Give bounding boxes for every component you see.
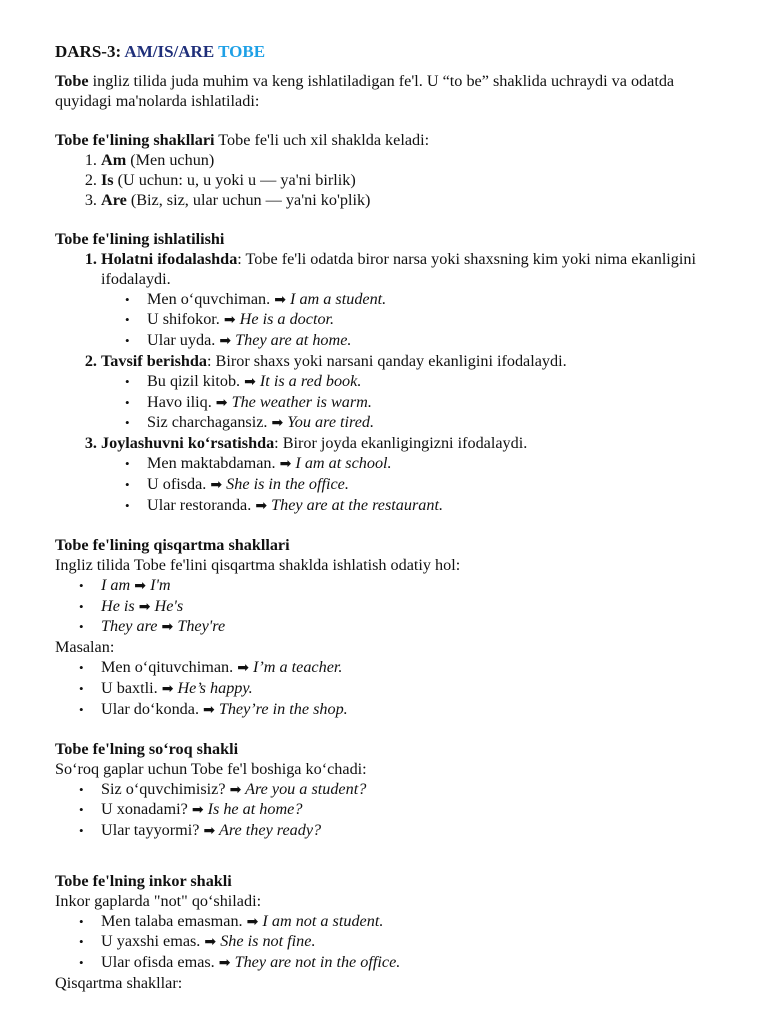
example-en: You are tired.	[283, 413, 375, 432]
contractions-heading: Tobe fe'lining qisqartma shakllari	[55, 536, 290, 555]
arrow-right-icon: ➡	[279, 455, 292, 472]
arrow-right-icon: ➡	[161, 619, 174, 636]
example-en: The weather is warm.	[227, 392, 372, 411]
contraction-short: He's	[150, 596, 184, 615]
example-en: It is a red book.	[255, 371, 362, 390]
example-uz: Ular tayyormi?	[101, 821, 204, 840]
intro-text: ingliz tilida juda muhim va keng ishlatiladigan fe'l. U “to be” shaklida uchraydi va odatda quyidagi ma'nolarda ishlatiladi:	[55, 71, 675, 110]
arrow-right-icon: ➡	[210, 476, 223, 493]
example-en: I am a student.	[285, 289, 387, 308]
contraction-short: They're	[173, 617, 226, 636]
form-name: Are	[101, 190, 127, 209]
example-uz: Ular do‘konda.	[101, 699, 204, 718]
example-en: He’s happy.	[173, 678, 253, 697]
arrow-right-icon: ➡	[203, 823, 216, 840]
list-item	[147, 372, 715, 393]
example-list	[101, 372, 715, 434]
usage-list	[55, 250, 715, 516]
usage-heading: Tobe fe'lining ishlatilishi	[55, 230, 225, 249]
list-item	[147, 454, 715, 475]
example-uz: Ular restoranda.	[147, 495, 256, 514]
list-item	[101, 191, 715, 211]
example-uz: U xonadami?	[101, 800, 192, 819]
usage-title: Joylashuvni ko‘rsatishda	[101, 434, 275, 453]
list-item	[101, 352, 715, 434]
arrow-right-icon: ➡	[229, 781, 242, 798]
list-item	[101, 151, 715, 171]
list-item	[101, 250, 715, 352]
arrow-right-icon: ➡	[215, 394, 228, 411]
contractions-heading-line	[55, 536, 715, 556]
negative-heading-line	[55, 872, 715, 892]
list-item	[101, 617, 715, 638]
forms-heading-line	[55, 131, 715, 151]
example-en: She is not fine.	[216, 932, 316, 951]
arrow-right-icon: ➡	[218, 955, 231, 972]
example-uz: Siz o‘quvchimisiz?	[101, 779, 230, 798]
forms-list	[55, 151, 715, 210]
example-uz: U ofisda.	[147, 474, 211, 493]
example-uz: Men maktabdaman.	[147, 453, 280, 472]
example-en: They are at home.	[231, 331, 352, 350]
example-uz: Havo iliq.	[147, 392, 216, 411]
form-name: Is	[101, 170, 114, 189]
arrow-right-icon: ➡	[246, 913, 259, 930]
list-item	[101, 912, 715, 933]
forms-heading: Tobe fe'lining shakllari	[55, 131, 215, 150]
list-item	[101, 800, 715, 821]
list-item	[147, 475, 715, 496]
contraction-short: I'm	[146, 575, 171, 594]
question-heading-line	[55, 740, 715, 760]
usage-title: Tavsif berishda	[101, 351, 208, 370]
document-page	[55, 42, 715, 994]
example-uz: Siz charchagansiz.	[147, 413, 272, 432]
example-uz: Men talaba emasman.	[101, 911, 247, 930]
example-uz: Bu qizil kitob.	[147, 371, 245, 390]
example-en: They are not in the office.	[230, 953, 401, 972]
contraction-full: I am	[101, 575, 135, 594]
list-item	[101, 679, 715, 700]
arrow-right-icon: ➡	[223, 312, 236, 329]
arrow-right-icon: ➡	[255, 497, 268, 514]
usage-desc: : Biror joyda ekanligingizni ifodalaydi.	[274, 434, 528, 453]
title-lesson-number: DARS-3:	[55, 42, 125, 61]
example-en: I am not a student.	[258, 911, 384, 930]
list-item	[101, 932, 715, 953]
arrow-right-icon: ➡	[204, 934, 217, 951]
list-item	[101, 171, 715, 191]
example-en: I am at school.	[291, 453, 392, 472]
example-uz: Ular uyda.	[147, 331, 220, 350]
form-name: Am	[101, 150, 127, 169]
example-uz: U shifokor.	[147, 310, 224, 329]
list-item	[147, 310, 715, 331]
contraction-full: He is	[101, 596, 139, 615]
usage-desc: : Biror shaxs yoki narsani qanday ekanligini ifodalaydi.	[207, 351, 567, 370]
intro-paragraph	[55, 72, 715, 112]
example-en: Are you a student?	[241, 779, 367, 798]
list-item	[101, 576, 715, 597]
example-uz: U yaxshi emas.	[101, 932, 205, 951]
example-uz: U baxtli.	[101, 678, 162, 697]
contractions-list	[55, 576, 715, 638]
negative-heading: Tobe fe'lning inkor shakli	[55, 872, 232, 891]
list-item	[147, 413, 715, 434]
example-list	[101, 454, 715, 516]
example-en: They are at the restaurant.	[267, 495, 444, 514]
arrow-right-icon: ➡	[191, 802, 204, 819]
arrow-right-icon: ➡	[244, 373, 256, 390]
arrow-right-icon: ➡	[134, 577, 147, 594]
form-desc: (Biz, siz, ular uchun — ya'ni ko'plik)	[126, 190, 371, 209]
arrow-right-icon: ➡	[237, 659, 249, 676]
arrow-right-icon: ➡	[219, 333, 232, 350]
negative-text: Inkor gaplarda "not" qo‘shiladi:	[55, 891, 262, 910]
contraction-full: They are	[101, 617, 162, 636]
arrow-right-icon: ➡	[138, 598, 151, 615]
list-item	[101, 953, 715, 974]
list-item	[101, 434, 715, 516]
arrow-right-icon: ➡	[271, 415, 284, 432]
list-item	[101, 658, 715, 679]
list-item	[147, 331, 715, 352]
example-en: I’m a teacher.	[248, 657, 343, 676]
example-en: Is he at home?	[203, 800, 303, 819]
arrow-right-icon: ➡	[203, 701, 215, 718]
usage-title: Holatni ifodalashda	[101, 249, 238, 268]
example-uz: Ular ofisda emas.	[101, 953, 219, 972]
title-am-is-are: AM/IS/ARE	[124, 42, 215, 61]
example-uz: Men o‘qituvchiman.	[101, 657, 238, 676]
list-item	[101, 821, 715, 842]
negative-example-list	[55, 912, 715, 974]
contractions-text: Ingliz tilida Tobe fe'lini qisqartma shaklda ishlatish odatiy hol:	[55, 555, 461, 574]
list-item	[101, 780, 715, 801]
arrow-right-icon: ➡	[274, 291, 286, 308]
question-example-list	[55, 780, 715, 842]
arrow-right-icon: ➡	[161, 680, 174, 697]
lesson-title	[55, 42, 715, 62]
intro-bold: Tobe	[55, 71, 89, 90]
list-item	[101, 597, 715, 618]
example-en: They’re in the shop.	[214, 699, 348, 718]
example-list	[101, 290, 715, 352]
form-desc: (U uchun: u, u yoki u — ya'ni birlik)	[113, 170, 356, 189]
list-item	[147, 393, 715, 414]
contractions-example-list	[55, 658, 715, 720]
example-uz: Men o‘quvchiman.	[147, 289, 275, 308]
list-item	[101, 700, 715, 721]
forms-heading-rest: Tobe fe'li uch xil shaklda keladi:	[214, 131, 430, 150]
usage-heading-line	[55, 230, 715, 250]
example-en: She is in the office.	[222, 474, 349, 493]
question-heading: Tobe fe'lning so‘roq shakli	[55, 740, 239, 759]
example-en: Are they ready?	[215, 821, 322, 840]
title-tobe: TOBE	[214, 42, 266, 61]
example-en: He is a doctor.	[235, 310, 335, 329]
usage-desc: : Tobe fe'li odatda biror narsa yoki shaxsning kim yoki nima ekanligini ifodalaydi.	[101, 249, 696, 288]
negative-footer: Qisqartma shakllar:	[55, 974, 183, 993]
question-text: So‘roq gaplar uchun Tobe fe'l boshiga ko‘chadi:	[55, 759, 367, 778]
list-item	[147, 496, 715, 517]
form-desc: (Men uchun)	[126, 150, 215, 169]
example-label: Masalan:	[55, 638, 115, 657]
list-item	[147, 290, 715, 311]
